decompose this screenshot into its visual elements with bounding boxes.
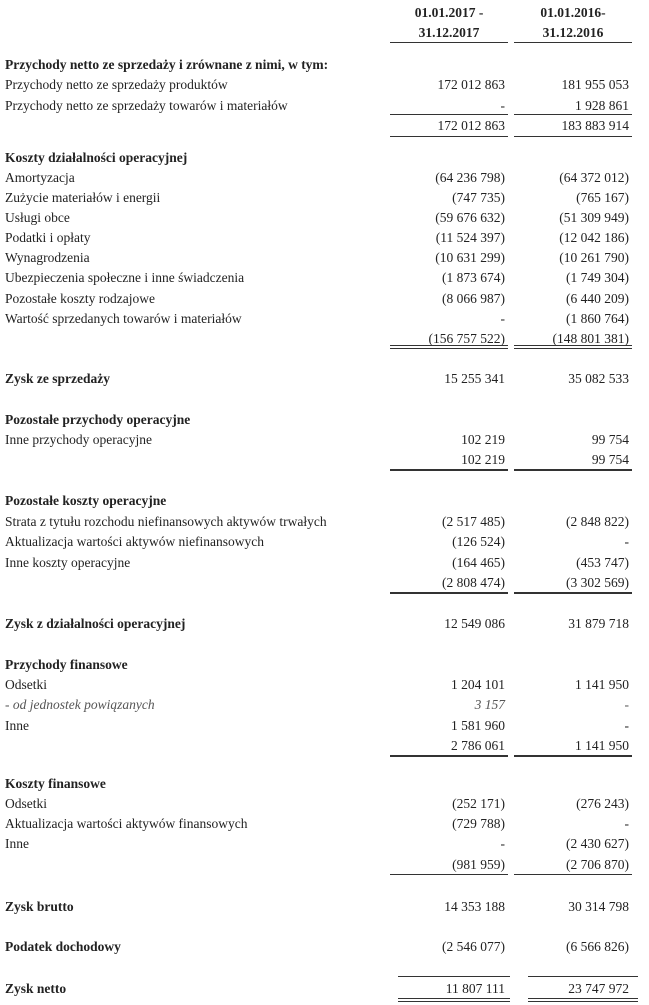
value-2016: (3 302 569) [566,575,629,590]
line-item-row [0,329,649,349]
value-2017: (59 676 632) [435,210,505,225]
row-label: Przychody finansowe [5,657,128,672]
value-2016: (10 261 790) [559,250,629,265]
row-label: Usługi obce [5,210,70,225]
value-2017: 2 786 061 [451,738,505,753]
subtotal-rule [390,345,508,346]
row-label: Pozostałe przychody operacyjne [5,412,191,427]
subtotal-rule [390,874,508,875]
column-header-2016-line1: 01.01.2016- [540,5,606,20]
row-label: - od jednostek powiązanych [5,697,155,712]
row-label: Aktualizacja wartości aktywów finansowych [5,816,248,831]
value-2016: (2 430 627) [566,836,629,851]
value-2016: (12 042 186) [559,230,629,245]
value-2017: 14 353 188 [444,899,505,914]
subtotal-rule [390,114,508,115]
value-2016: 183 883 914 [561,118,629,133]
row-label: Inne [5,718,29,733]
subtotal-rule [390,348,508,349]
subtotal-rule [514,592,632,593]
column-header-2017-line1: 01.01.2017 - [414,5,484,20]
line-item-row [0,188,649,208]
line-item-row [0,116,649,136]
row-label: Inne [5,836,29,851]
total-row [0,897,649,917]
subtotal-rule [514,136,632,137]
row-label: Podatek dochodowy [5,939,121,954]
row-label: Zysk brutto [5,899,74,914]
subtotal-rule [514,469,632,470]
line-item-row [0,268,649,288]
subtotal-rule [390,136,508,137]
subtotal-rule [514,345,632,346]
row-label: Odsetki [5,796,47,811]
value-2017: 1 581 960 [451,718,505,733]
row-label: Zużycie materiałów i energii [5,190,161,205]
line-item-row [0,736,649,756]
line-item-row [0,450,649,470]
line-item-row [0,573,649,593]
row-label: Zysk ze sprzedaży [5,371,110,386]
value-2016: - [624,816,629,831]
row-label: Przychody netto ze sprzedaży towarów i materiałów [5,98,288,113]
line-item-row [0,532,649,552]
line-item-row [0,96,649,116]
value-2017: 102 219 [461,432,505,447]
net-profit-double-rule [528,998,638,1002]
total-row [0,369,649,389]
line-item-row [0,512,649,532]
section-heading-row [0,491,649,511]
subtotal-rule [390,469,508,470]
subtotal-rule [390,470,508,471]
value-2017: (729 788) [452,816,505,831]
line-item-row [0,834,649,854]
value-2017: (981 959) [452,857,505,872]
total-row [0,979,649,999]
subtotal-rule [514,348,632,349]
value-2017: (2 517 485) [442,514,505,529]
line-item-row [0,75,649,95]
line-item-row [0,814,649,834]
header-underline [390,42,508,43]
net-profit-top-rule [528,976,638,977]
row-label: Koszty finansowe [5,776,106,791]
row-label: Amortyzacja [5,170,75,185]
net-profit-double-rule [398,998,510,1002]
row-label: Wynagrodzenia [5,250,90,265]
column-header-2017-line2: 31.12.2017 [418,25,480,40]
value-2016: - [624,718,629,733]
value-2016: (6 440 209) [566,291,629,306]
value-2016: (51 309 949) [559,210,629,225]
value-2016: (148 801 381) [552,331,629,346]
subtotal-rule [390,755,508,756]
value-2016: 1 141 950 [575,738,629,753]
line-item-row [0,553,649,573]
value-2017: (747 735) [452,190,505,205]
value-2016: 1 141 950 [575,677,629,692]
value-2016: 35 082 533 [568,371,629,386]
value-2016: 23 747 972 [568,981,629,996]
line-item-row [0,309,649,329]
section-heading-row [0,410,649,430]
value-2017: 12 549 086 [444,616,505,631]
row-label: Pozostałe koszty rodzajowe [5,291,155,306]
value-2016: - [624,534,629,549]
value-2017: (11 524 397) [435,230,505,245]
row-label: Przychody netto ze sprzedaży produktów [5,77,228,92]
value-2016: - [624,697,629,712]
value-2017: (8 066 987) [442,291,505,306]
value-2016: 181 955 053 [561,77,629,92]
value-2017: - [500,311,505,326]
section-heading-row [0,148,649,168]
subtotal-rule [514,756,632,757]
column-header-2016 [514,3,632,43]
line-item-row [0,675,649,695]
total-row [0,937,649,957]
subtotal-rule [514,874,632,875]
value-2016: (2 848 822) [566,514,629,529]
subtotal-rule [390,593,508,594]
value-2017: (164 465) [452,555,505,570]
section-heading-row [0,655,649,675]
section-heading-row [0,774,649,794]
row-label: Zysk z działalności operacyjnej [5,616,186,631]
value-2017: - [500,98,505,113]
value-2017: 172 012 863 [437,118,505,133]
value-2017: (252 171) [452,796,505,811]
value-2017: (126 524) [452,534,505,549]
row-label: Ubezpieczenia społeczne i inne świadczenia [5,270,245,285]
row-label: Wartość sprzedanych towarów i materiałów [5,311,242,326]
column-header-2016-line2: 31.12.2016 [542,25,604,40]
line-item-row [0,289,649,309]
row-label: Podatki i opłaty [5,230,91,245]
subtotal-rule [514,470,632,471]
value-2016: (1 749 304) [566,270,629,285]
value-2016: (276 243) [576,796,629,811]
row-label: Inne koszty operacyjne [5,555,131,570]
value-2017: - [500,836,505,851]
value-2016: (765 167) [576,190,629,205]
line-item-row [0,695,649,715]
line-item-row [0,208,649,228]
value-2017: (2 546 077) [442,939,505,954]
subtotal-rule [514,593,632,594]
row-label: Inne przychody operacyjne [5,432,152,447]
value-2016: 31 879 718 [568,616,629,631]
subtotal-rule [514,114,632,115]
value-2016: 1 928 861 [575,98,629,113]
value-2016: 30 314 798 [568,899,629,914]
line-item-row [0,794,649,814]
value-2016: (2 706 870) [566,857,629,872]
value-2017: (10 631 299) [435,250,505,265]
value-2017: 102 219 [461,452,505,467]
value-2017: 11 807 111 [445,981,505,996]
value-2017: 15 255 341 [444,371,505,386]
row-label: Pozostałe koszty operacyjne [5,493,167,508]
value-2016: 99 754 [591,452,629,467]
row-label: Zysk netto [5,981,67,996]
line-item-row [0,228,649,248]
value-2016: 99 754 [591,432,629,447]
line-item-row [0,248,649,268]
header-underline [514,42,632,43]
value-2017: 1 204 101 [451,677,505,692]
value-2017: (64 236 798) [435,170,505,185]
net-profit-top-rule [398,976,510,977]
subtotal-rule [390,592,508,593]
line-item-row [0,430,649,450]
value-2017: (2 808 474) [442,575,505,590]
value-2016: (64 372 012) [559,170,629,185]
column-header-2017 [390,3,508,43]
value-2017: (156 757 522) [428,331,505,346]
row-label: Odsetki [5,677,47,692]
row-label: Strata z tytułu rozchodu niefinansowych aktywów trwałych [5,514,327,529]
value-2017: 3 157 [474,697,505,712]
total-row [0,614,649,634]
subtotal-rule [514,755,632,756]
line-item-row [0,716,649,736]
section-heading-row [0,55,649,75]
subtotal-rule [390,756,508,757]
line-item-row [0,168,649,188]
row-label: Koszty działalności operacyjnej [5,150,188,165]
row-label: Aktualizacja wartości aktywów niefinansowych [5,534,265,549]
value-2016: (1 860 764) [566,311,629,326]
row-label: Przychody netto ze sprzedaży i zrównane z nimi, w tym: [5,57,329,72]
value-2016: (453 747) [576,555,629,570]
value-2016: (6 566 826) [566,939,629,954]
value-2017: 172 012 863 [437,77,505,92]
line-item-row [0,855,649,875]
value-2017: (1 873 674) [442,270,505,285]
